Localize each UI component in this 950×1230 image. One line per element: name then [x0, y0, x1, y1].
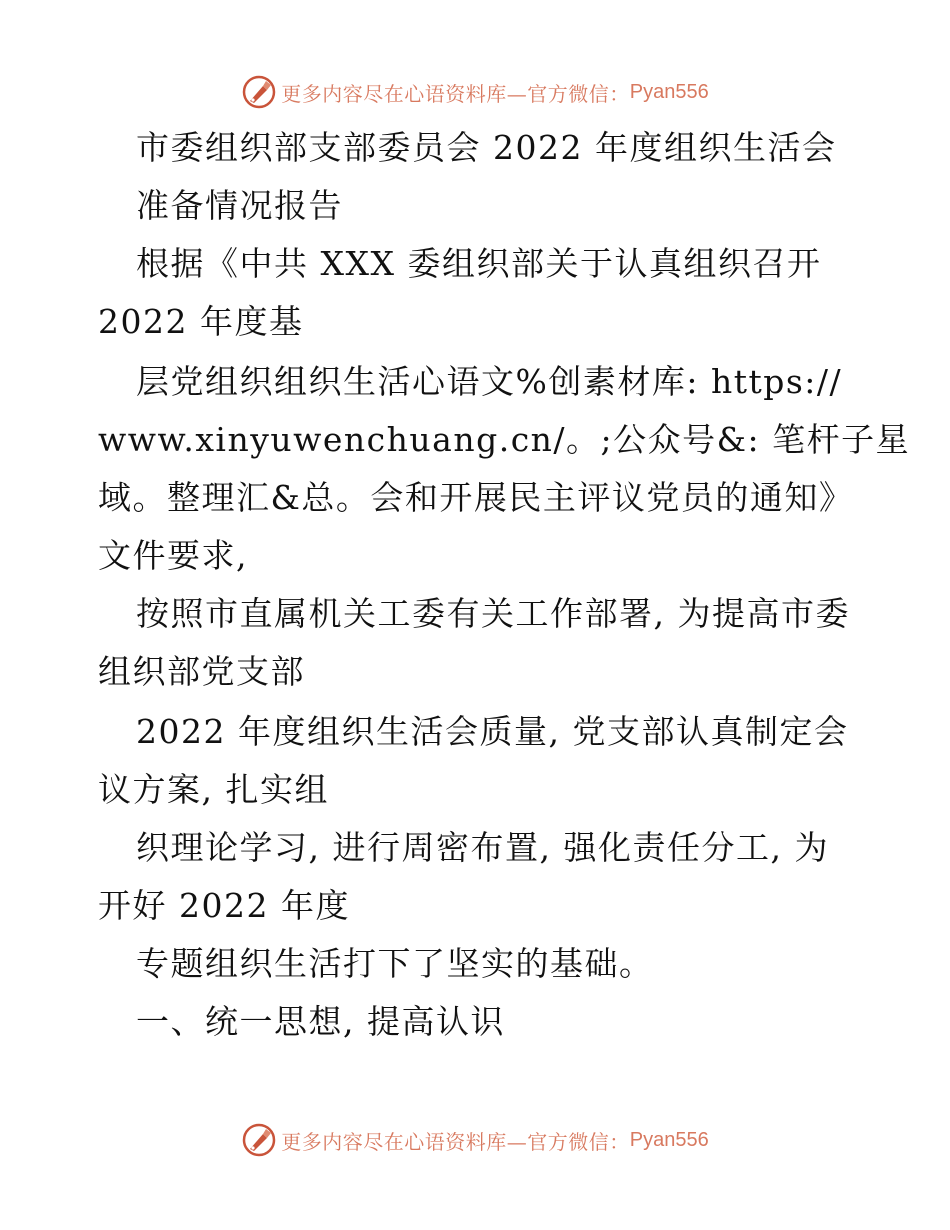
paragraph-line: 文件要求, — [98, 536, 248, 575]
pen-logo-icon — [241, 74, 277, 110]
paragraph-line: 2022 年度基 — [98, 302, 304, 341]
watermark-account: Pyan556 — [629, 1128, 709, 1151]
doc-title-line-1: 市委组织部支部委员会 2022 年度组织生活会 — [136, 128, 837, 167]
header-watermark — [0, 72, 950, 112]
pen-logo-icon — [241, 1122, 277, 1158]
paragraph-line: 专题组织生活打下了坚实的基础。 — [136, 944, 654, 983]
doc-title-line-2: 准备情况报告 — [136, 186, 343, 225]
paragraph-line: 织理论学习, 进行周密布置, 强化责任分工, 为 — [136, 828, 829, 867]
paragraph-line: 开好 2022 年度 — [98, 886, 350, 925]
paragraph-line: 域。整理汇&总。会和开展民主评议党员的通知》 — [98, 478, 854, 517]
section-heading: 一、统一思想, 提高认识 — [136, 1002, 505, 1041]
watermark-text: 更多内容尽在心语资料库—官方微信： — [281, 1129, 630, 1154]
watermark-account: Pyan556 — [629, 80, 709, 103]
paragraph-line: www.xinyuwenchuang.cn/。;公众号&: 笔杆子星 — [98, 420, 911, 459]
footer-watermark — [0, 1120, 950, 1160]
watermark-text: 更多内容尽在心语资料库—官方微信： — [281, 81, 630, 106]
paragraph-line: 层党组织组织生活心语文%创素材库: https:// — [136, 362, 843, 401]
paragraph-line: 组织部党支部 — [98, 652, 305, 691]
paragraph-line: 2022 年度组织生活会质量, 党支部认真制定会 — [136, 712, 849, 751]
paragraph-line: 根据《中共 XXX 委组织部关于认真组织召开 — [136, 244, 822, 283]
paragraph-line: 按照市直属机关工委有关工作部署, 为提高市委 — [136, 594, 850, 633]
paragraph-line: 议方案, 扎实组 — [98, 770, 329, 809]
